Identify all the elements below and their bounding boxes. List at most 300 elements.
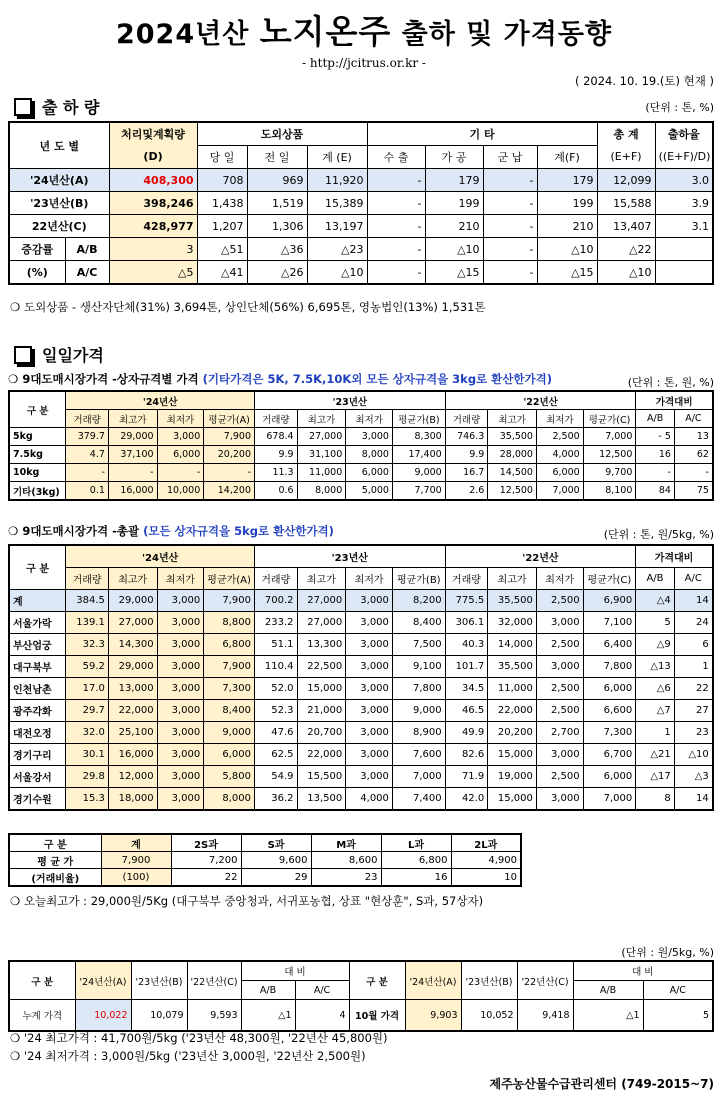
cum-hdr-cmp: 대 비 — [241, 961, 349, 981]
max-price-note: ❍ 오늘최고가 : 29,000원/5Kg (대구북부 중앙청과, 서귀포농협, 상표 "현상훈", S과, 57상자) — [10, 894, 484, 908]
table-cell: 4,900 — [451, 852, 521, 869]
table-cell: 210 — [537, 215, 597, 238]
table-cell: 12,500 — [488, 482, 537, 501]
row-label: '23년산(B) — [9, 192, 109, 215]
table-cell: - — [204, 464, 255, 482]
table-cell: 3,000 — [346, 722, 393, 744]
table-cell: 2,500 — [536, 766, 583, 788]
oct-hdr-c: '22년산(C) — [517, 961, 573, 1000]
title-strong: 노지온주 — [259, 12, 392, 51]
table-cell: 4,000 — [346, 788, 393, 811]
table-cell: 7,400 — [392, 788, 445, 811]
table-cell: 35,500 — [488, 590, 537, 612]
table-cell: △22 — [597, 238, 655, 261]
cum-hdr-b: '23년산(B) — [131, 961, 187, 1000]
table-cell: △51 — [197, 238, 247, 261]
box-price-subtitle-text: ❍ 9대도매시장가격 -상자규격별 가격 — [8, 372, 199, 386]
table-cell: - — [483, 261, 537, 285]
col-header: A/C — [674, 568, 713, 590]
table-cell: 3,000 — [157, 656, 204, 678]
table-cell: 29,000 — [108, 590, 157, 612]
site-url: - http://jcitrus.or.kr - — [302, 56, 426, 70]
row-label: 10kg — [9, 464, 66, 482]
col-header: 평균가(B) — [392, 410, 445, 428]
table-cell: 71.9 — [445, 766, 488, 788]
table-cell: 15,500 — [297, 766, 346, 788]
table-row — [9, 700, 713, 722]
row-label: 서울가락 — [9, 612, 66, 634]
table-cell: - — [483, 215, 537, 238]
section-shipment-heading — [14, 95, 100, 118]
table-cell: 746.3 — [445, 428, 488, 446]
table-cell: △10 — [597, 261, 655, 285]
table-cell: 16 — [636, 446, 675, 464]
table-cell: 52.0 — [254, 678, 297, 700]
market-subtitle-text: ❍ 9대도매시장가격 -총괄 — [8, 524, 140, 538]
table-cell: 3,000 — [536, 612, 583, 634]
col-header: 2L과 — [451, 834, 521, 852]
col-header: 최저가 — [157, 568, 204, 590]
table-cell: 408,300 — [109, 169, 197, 192]
col-header: A/B — [636, 568, 675, 590]
col-header: 거래량 — [445, 410, 488, 428]
col-header: 거래량 — [254, 568, 297, 590]
hdr-out-today: 당 일 — [197, 146, 247, 169]
table-cell: 3,000 — [157, 788, 204, 811]
table-cell: 46.5 — [445, 700, 488, 722]
table-cell: 29,000 — [108, 428, 157, 446]
table-cell: 2,500 — [536, 678, 583, 700]
table-cell: 3,000 — [157, 612, 204, 634]
section-daily-heading — [14, 343, 104, 366]
table-cell: 3,000 — [346, 612, 393, 634]
table-cell: 2,500 — [536, 590, 583, 612]
high-price-note: ❍ '24 최고가격 : 41,700원/5kg ('23년산 48,300원, '22년산 45,800원) — [10, 1031, 388, 1045]
table-cell: 27,000 — [297, 590, 346, 612]
table-cell: 21,000 — [297, 700, 346, 722]
table-cell: 49.9 — [445, 722, 488, 744]
hdr-rate-sub: ((E+F)/D) — [655, 146, 713, 169]
col-header: 계 — [101, 834, 171, 852]
table-cell: 27 — [674, 700, 713, 722]
row-label: 인천남촌 — [9, 678, 66, 700]
table-cell: 7,500 — [392, 634, 445, 656]
oct-hdr-a: '24년산(A) — [405, 961, 461, 1000]
table-cell: 40.3 — [445, 634, 488, 656]
cum-hdr-gubun: 구 분 — [9, 961, 75, 1000]
table-cell: 199 — [537, 192, 597, 215]
table-cell: 2,500 — [536, 634, 583, 656]
row-label: 7.5kg — [9, 446, 66, 464]
chg-label: (%) — [9, 261, 65, 285]
table-cell: 15.3 — [66, 788, 109, 811]
table-row — [9, 766, 713, 788]
col-header: 거래량 — [66, 568, 109, 590]
table-cell: 179 — [537, 169, 597, 192]
table-cell: 8,100 — [583, 482, 636, 501]
table-cell: 32,000 — [488, 612, 537, 634]
table-cell: 62.5 — [254, 744, 297, 766]
row-label: 경기구리 — [9, 744, 66, 766]
table-cell: 7,900 — [204, 590, 255, 612]
table-cell: 7,900 — [204, 656, 255, 678]
cum-val-b: 10,079 — [131, 1000, 187, 1032]
market-unit: (단위 : 톤, 원/5kg, %) — [603, 528, 714, 541]
col-header: M과 — [311, 834, 381, 852]
table-cell: 34.5 — [445, 678, 488, 700]
table-cell: 1 — [636, 722, 675, 744]
table-cell: 6,800 — [381, 852, 451, 869]
col-header: 거래량 — [66, 410, 109, 428]
table-cell: 16 — [381, 869, 451, 887]
table-cell: 27,000 — [297, 428, 346, 446]
col-header: 최고가 — [488, 568, 537, 590]
table-cell: 20,200 — [204, 446, 255, 464]
table-cell: 7,900 — [204, 428, 255, 446]
table-cell: 11,000 — [297, 464, 346, 482]
table-cell: 13 — [674, 428, 713, 446]
table-cell: 35,500 — [488, 428, 537, 446]
table-cell: 3,000 — [346, 428, 393, 446]
hdr-cmp: 가격대비 — [636, 391, 713, 410]
table-cell: 8,300 — [392, 428, 445, 446]
box-subheader — [9, 410, 713, 428]
table-cell: 6,000 — [536, 464, 583, 482]
col-header: 최고가 — [108, 568, 157, 590]
table-cell: 27,000 — [297, 612, 346, 634]
table-cell: 6,400 — [583, 634, 636, 656]
table-cell: 15,000 — [488, 788, 537, 811]
table-cell: 4.7 — [66, 446, 109, 464]
table-cell: - — [367, 238, 425, 261]
table-cell: - — [367, 261, 425, 285]
chg-label: 증감률 — [9, 238, 65, 261]
table-cell: 3,000 — [346, 656, 393, 678]
table-cell: 11.3 — [255, 464, 298, 482]
table-cell: 6,700 — [583, 744, 636, 766]
table-cell: 3,000 — [536, 656, 583, 678]
table-cell: 28,000 — [488, 446, 537, 464]
table-row — [9, 678, 713, 700]
table-cell: 31,100 — [297, 446, 346, 464]
table-row — [9, 482, 713, 501]
table-cell: 32.3 — [66, 634, 109, 656]
table-cell: 9,000 — [392, 464, 445, 482]
cum-val-ac: 4 — [295, 1000, 349, 1032]
table-cell: 29.7 — [66, 700, 109, 722]
table-cell: 428,977 — [109, 215, 197, 238]
table-cell: 3,000 — [157, 590, 204, 612]
table-cell: 54.9 — [254, 766, 297, 788]
table-cell: 20,200 — [488, 722, 537, 744]
table-cell: 2,700 — [536, 722, 583, 744]
table-cell: 210 — [425, 215, 483, 238]
table-cell: △3 — [674, 766, 713, 788]
oct-val-b: 10,052 — [461, 1000, 517, 1032]
table-cell: 8,000 — [204, 788, 255, 811]
table-cell: 59.2 — [66, 656, 109, 678]
table-row — [9, 261, 713, 285]
row-label: '24년산(A) — [9, 169, 109, 192]
table-cell: 384.5 — [66, 590, 109, 612]
col-header: 최고가 — [108, 410, 157, 428]
table-cell: 12,000 — [108, 766, 157, 788]
oct-val-a: 9,903 — [405, 1000, 461, 1032]
table-cell: 101.7 — [445, 656, 488, 678]
table-cell: 36.2 — [254, 788, 297, 811]
table-cell: 17,400 — [392, 446, 445, 464]
cum-unit: (단위 : 원/5kg, %) — [621, 946, 714, 959]
table-row — [9, 656, 713, 678]
table-cell: 7,700 — [392, 482, 445, 501]
table-cell: - — [483, 238, 537, 261]
table-cell: △23 — [307, 238, 367, 261]
table-cell: 18,000 — [108, 788, 157, 811]
table-cell: 0.6 — [255, 482, 298, 501]
table-cell: 5,000 — [346, 482, 393, 501]
row-label: 기타(3kg) — [9, 482, 66, 501]
table-cell: 3,000 — [157, 744, 204, 766]
row-label: 계 — [9, 590, 66, 612]
table-cell: 3,000 — [346, 766, 393, 788]
table-cell: 1 — [674, 656, 713, 678]
col-header: S과 — [241, 834, 311, 852]
cum-val-ab: △1 — [241, 1000, 295, 1032]
col-header: 거래량 — [255, 410, 298, 428]
market-price-table — [8, 544, 714, 811]
table-cell: 20,700 — [297, 722, 346, 744]
table-cell: 6,900 — [583, 590, 636, 612]
table-row — [9, 788, 713, 811]
table-cell: 51.1 — [254, 634, 297, 656]
table-cell: - — [367, 192, 425, 215]
col-header: 평균가(B) — [392, 568, 445, 590]
table-cell: 7,100 — [583, 612, 636, 634]
table-row — [9, 744, 713, 766]
hdr-etc-sum: 계(F) — [537, 146, 597, 169]
table-cell: 10,000 — [157, 482, 204, 501]
cum-hdr-ab: A/B — [241, 981, 295, 1000]
oct-hdr-cmp: 대 비 — [573, 961, 713, 981]
table-row — [9, 590, 713, 612]
table-cell: △5 — [109, 261, 197, 285]
table-cell: 22,500 — [297, 656, 346, 678]
table-cell: 10 — [451, 869, 521, 887]
table-cell: 62 — [674, 446, 713, 464]
table-cell — [655, 238, 713, 261]
table-cell: 13,407 — [597, 215, 655, 238]
table-row — [9, 215, 713, 238]
table-cell: 16,000 — [108, 744, 157, 766]
table-row — [9, 428, 713, 446]
row-label: 22년산(C) — [9, 215, 109, 238]
table-cell: - — [157, 464, 204, 482]
box-price-subtitle — [8, 371, 552, 387]
market-subheader — [9, 568, 713, 590]
table-cell: 75 — [674, 482, 713, 501]
table-cell: 11,000 — [488, 678, 537, 700]
row-label: 광주각화 — [9, 700, 66, 722]
table-cell: 13,000 — [108, 678, 157, 700]
table-cell: △10 — [307, 261, 367, 285]
table-cell: 42.0 — [445, 788, 488, 811]
table-cell: 3,000 — [157, 700, 204, 722]
table-cell: - — [674, 464, 713, 482]
table-cell: 4,000 — [536, 446, 583, 464]
table-cell: 6 — [674, 634, 713, 656]
table-cell: 678.4 — [255, 428, 298, 446]
table-cell: 199 — [425, 192, 483, 215]
table-cell: 3,000 — [346, 634, 393, 656]
hdr-rate: 출하율 — [655, 122, 713, 146]
table-cell: 22 — [674, 678, 713, 700]
table-cell: 3,000 — [157, 428, 204, 446]
table-cell: 3,000 — [346, 700, 393, 722]
table-cell: 700.2 — [254, 590, 297, 612]
table-cell: 6,000 — [583, 766, 636, 788]
row-label: 대전오정 — [9, 722, 66, 744]
table-cell: 1,519 — [247, 192, 307, 215]
table-cell: 398,246 — [109, 192, 197, 215]
table-row — [9, 169, 713, 192]
table-cell: 1,207 — [197, 215, 247, 238]
hdr-army: 군 납 — [483, 146, 537, 169]
table-row — [9, 446, 713, 464]
col-header: 평균가(C) — [583, 410, 636, 428]
table-cell: △9 — [636, 634, 675, 656]
table-row — [9, 722, 713, 744]
table-cell: 14 — [674, 590, 713, 612]
col-header: 최고가 — [488, 410, 537, 428]
col-header: 최저가 — [157, 410, 204, 428]
table-row — [9, 634, 713, 656]
table-cell: A/B — [65, 238, 109, 261]
table-cell: 8,400 — [204, 700, 255, 722]
table-cell: 7,000 — [583, 788, 636, 811]
table-cell: 233.2 — [254, 612, 297, 634]
table-cell: 708 — [197, 169, 247, 192]
hdr-y23: '23년산 — [255, 391, 446, 410]
table-cell: 379.7 — [66, 428, 109, 446]
table-cell: 3,000 — [157, 722, 204, 744]
table-cell: △17 — [636, 766, 675, 788]
table-cell: 9.9 — [445, 446, 488, 464]
table-cell: 23 — [674, 722, 713, 744]
table-cell: 6,800 — [204, 634, 255, 656]
table-cell: 8,800 — [204, 612, 255, 634]
report-date: ( 2024. 10. 19.(토) 현재 ) — [574, 74, 714, 88]
oct-val-ab: △1 — [573, 1000, 643, 1032]
col-header: 평균가(C) — [583, 568, 636, 590]
table-cell: 13,500 — [297, 788, 346, 811]
table-cell: 3,000 — [346, 590, 393, 612]
col-header: A/B — [636, 410, 675, 428]
table-cell: - — [483, 169, 537, 192]
table-cell: △21 — [636, 744, 675, 766]
table-row — [9, 464, 713, 482]
table-cell: 22,000 — [488, 700, 537, 722]
cumulative-price-table — [8, 960, 714, 1032]
table-cell: 30.1 — [66, 744, 109, 766]
table-cell: 6,000 — [204, 744, 255, 766]
row-label: 경기수원 — [9, 788, 66, 811]
row-label: 5kg — [9, 428, 66, 446]
hdr-etc: 기 타 — [367, 122, 597, 146]
table-cell: 14 — [674, 788, 713, 811]
hdr-total-sub: (E+F) — [597, 146, 655, 169]
row-label: 서울강서 — [9, 766, 66, 788]
box-price-unit: (단위 : 톤, 원, %) — [627, 376, 714, 389]
row-label: 평 균 가 — [9, 852, 101, 869]
table-cell: 22 — [171, 869, 241, 887]
table-cell: 3,000 — [536, 788, 583, 811]
table-cell: - — [483, 192, 537, 215]
table-cell: 2,500 — [536, 700, 583, 722]
table-cell: △7 — [636, 700, 675, 722]
oct-hdr-b: '23년산(B) — [461, 961, 517, 1000]
table-cell: 15,389 — [307, 192, 367, 215]
table-cell: 9,100 — [392, 656, 445, 678]
shipment-table — [8, 121, 714, 285]
table-cell: 82.6 — [445, 744, 488, 766]
shipment-unit: (단위 : 톤, %) — [645, 101, 714, 114]
table-cell: △10 — [537, 238, 597, 261]
table-cell: 14,200 — [204, 482, 255, 501]
cum-val-c: 9,593 — [187, 1000, 241, 1032]
low-price-note: ❍ '24 최저가격 : 3,000원/5kg ('23년산 3,000원, '22년산 2,500원) — [10, 1049, 366, 1063]
table-cell: 6,000 — [346, 464, 393, 482]
hdr-y23: '23년산 — [254, 545, 445, 568]
row-label: 대구북부 — [9, 656, 66, 678]
hdr-out-sum: 계 (E) — [307, 146, 367, 169]
hdr-plan-d: (D) — [109, 146, 197, 169]
table-cell: 5,800 — [204, 766, 255, 788]
table-cell: 3,000 — [157, 678, 204, 700]
table-cell: 7,600 — [392, 744, 445, 766]
oct-hdr-ab: A/B — [573, 981, 643, 1000]
oct-hdr-ac: A/C — [643, 981, 713, 1000]
table-row — [9, 192, 713, 215]
table-cell: (100) — [101, 869, 171, 887]
col-header: L과 — [381, 834, 451, 852]
table-cell: 8,200 — [392, 590, 445, 612]
oct-label: 10월 가격 — [349, 1000, 405, 1032]
table-cell: 15,000 — [488, 744, 537, 766]
hdr-process: 가 공 — [425, 146, 483, 169]
table-cell: 9,700 — [583, 464, 636, 482]
oct-hdr-gubun: 구 분 — [349, 961, 405, 1000]
cum-hdr-ac: A/C — [295, 981, 349, 1000]
hdr-cmp: 가격대비 — [636, 545, 713, 568]
hdr-plan: 처리및계획량 — [109, 122, 197, 146]
oct-val-c: 9,418 — [517, 1000, 573, 1032]
table-cell: 775.5 — [445, 590, 488, 612]
checkbox-icon — [14, 98, 32, 116]
table-cell: 6,600 — [583, 700, 636, 722]
box-price-table — [8, 390, 714, 501]
table-cell: 3.1 — [655, 215, 713, 238]
table-cell: △4 — [636, 590, 675, 612]
col-header: 평균가(A) — [204, 568, 255, 590]
table-cell: 306.1 — [445, 612, 488, 634]
table-cell: 6,000 — [157, 446, 204, 464]
col-header: 최저가 — [346, 410, 393, 428]
col-header: 2S과 — [171, 834, 241, 852]
table-cell: 6,000 — [583, 678, 636, 700]
col-header: 최저가 — [536, 568, 583, 590]
table-cell: 13,197 — [307, 215, 367, 238]
row-label: 부산엄궁 — [9, 634, 66, 656]
